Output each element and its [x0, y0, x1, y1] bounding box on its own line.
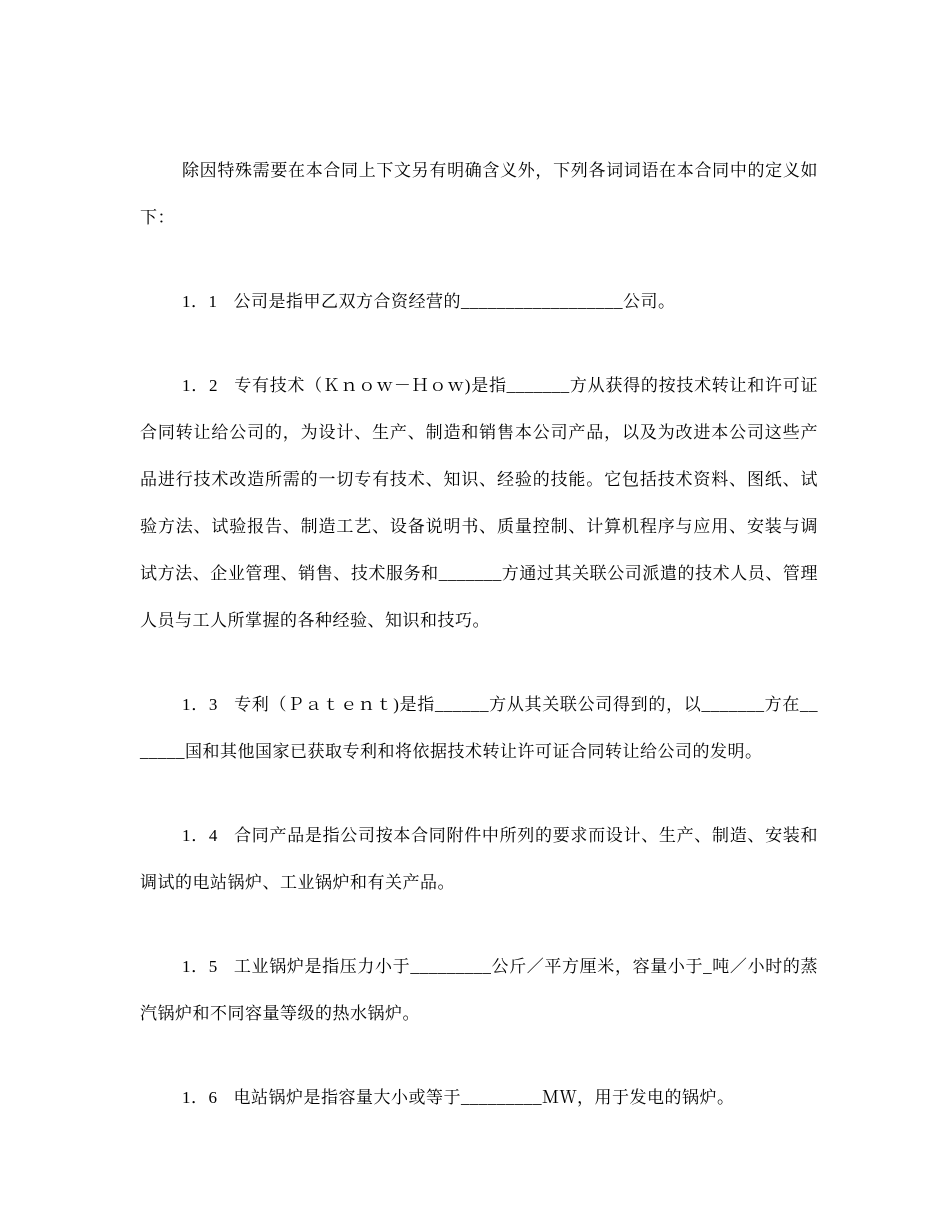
clause-1-6-text: 电站锅炉是指容量大小或等于_________ＭＷ，用于发电的锅炉。: [233, 1088, 735, 1107]
intro-paragraph: 除因特殊需要在本合同上下文另有明确含义外，下列各词词语在本合同中的定义如下：: [140, 161, 818, 227]
clause-1-2-number: 1．2: [182, 376, 218, 395]
clause-1-5-number: 1．5: [182, 957, 218, 976]
clause-1-2: [140, 362, 818, 644]
clause-1-1: [140, 278, 818, 325]
clause-1-2-text: 专有技术（Ｋｎｏｗ－Ｈｏｗ)是指_______方从获得的按技术转让和许可证合同转让给公司的，为设计、生产、制造和销售本公司产品，以及为改进本公司这些产品进行技术改造所需的一切专有技术、知识、经验的技能。它包括技术资料、图纸、试验方法、试验报告、制造工艺、设备说明书、质量控制、计算机程序与应用、安装与调试方法、企业管理、销售、技术服务和_______方通过其关联公司派遣的技术人员、管理人员与工人所掌握的各种经验、知识和技巧。: [140, 376, 818, 630]
clause-1-5-text: 工业锅炉是指压力小于_________公斤／平方厘米，容量小于_吨／小时的蒸汽锅炉和不同容量等级的热水锅炉。: [140, 957, 818, 1023]
clause-1-1-number: 1．1: [182, 292, 218, 311]
clause-1-1-text: 公司是指甲乙双方合资经营的__________________公司。: [233, 292, 676, 311]
clause-1-4-number: 1．4: [182, 826, 218, 845]
clause-1-6: [140, 1074, 818, 1121]
clause-1-4-text: 合同产品是指公司按本合同附件中所列的要求而设计、生产、制造、安装和调试的电站锅炉、工业锅炉和有关产品。: [140, 826, 819, 892]
clause-1-3-number: 1．3: [182, 695, 218, 714]
clause-1-4: [140, 812, 818, 906]
clause-1-3: [140, 681, 818, 775]
clause-1-6-number: 1．6: [182, 1088, 218, 1107]
clause-1-5: [140, 943, 818, 1037]
clause-1-3-text: 专利（Ｐａｔｅｎｔ)是指______方从其关联公司得到的，以_______方在_______国和其他国家已获取专利和将依据技术转让许可证合同转让给公司的发明。: [140, 695, 819, 761]
